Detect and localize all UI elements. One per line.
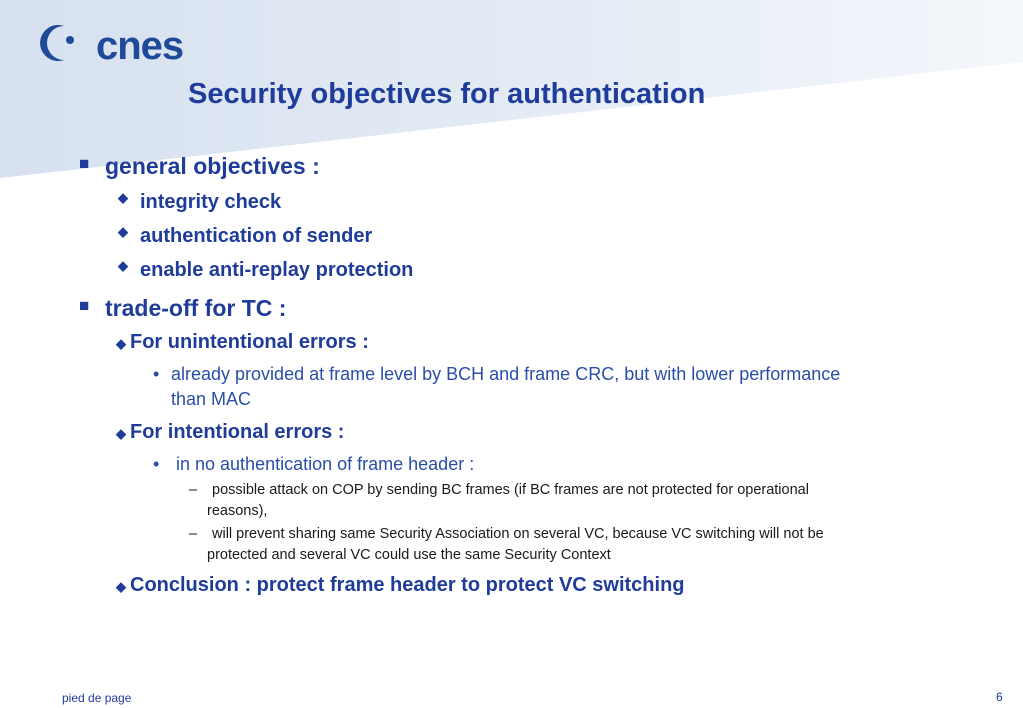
diamond-bullet-icon: ◆ [116,426,126,441]
list-item-text: authentication of sender [140,225,373,247]
dot-bullet-icon: • [153,364,160,384]
square-bullet-icon: ■ [79,154,90,173]
heading-text: general objectives : [105,153,320,179]
diamond-bullet-icon: ◆ [118,258,128,273]
detail-line: than MAC [171,389,252,409]
dash-bullet-icon: – [189,482,198,498]
attack-point [189,480,967,522]
slide-title: Security objectives for authentication [188,78,706,110]
point-line: possible attack on COP by sending BC frames (if BC frames are not protected for operational [212,482,809,498]
diamond-bullet-icon: ◆ [116,579,126,594]
list-item [118,190,282,214]
dot-bullet-icon: • [153,454,160,474]
tradeoff-heading [79,295,287,322]
general-objectives-heading [79,153,320,180]
intentional-detail [153,452,475,477]
diamond-bullet-icon: ◆ [118,224,128,239]
dash-bullet-icon: – [189,526,198,542]
conclusion [116,574,685,597]
logo-wordmark: cnes [96,24,184,68]
list-item [118,258,414,282]
cnes-emblem-icon [30,18,90,68]
attack-point [189,524,967,566]
unintentional-detail [153,362,971,412]
footer-text: pied de page [62,691,132,705]
detail-line: already provided at frame level by BCH and frame CRC, but with lower performance [171,364,841,384]
heading-text: For unintentional errors : [130,331,369,353]
list-item-text: enable anti-replay protection [140,259,414,281]
list-item-text: integrity check [140,191,282,213]
point-line: will prevent sharing same Security Association on several VC, because VC switching will not be [212,526,824,542]
square-bullet-icon: ■ [79,296,90,315]
intentional-errors-heading [116,421,344,444]
page-number: 6 [996,690,1003,704]
heading-text: For intentional errors : [130,421,345,443]
point-line: protected and several VC could use the same Security Context [207,547,611,563]
detail-text: in no authentication of frame header : [176,454,475,474]
heading-text: trade-off for TC : [105,295,287,321]
list-item [118,224,373,248]
diamond-bullet-icon: ◆ [118,190,128,205]
cnes-logo [30,18,184,68]
conclusion-text: Conclusion : protect frame header to protect VC switching [130,574,685,596]
point-line: reasons), [207,503,268,519]
diamond-bullet-icon: ◆ [116,336,126,351]
unintentional-errors-heading [116,331,369,354]
